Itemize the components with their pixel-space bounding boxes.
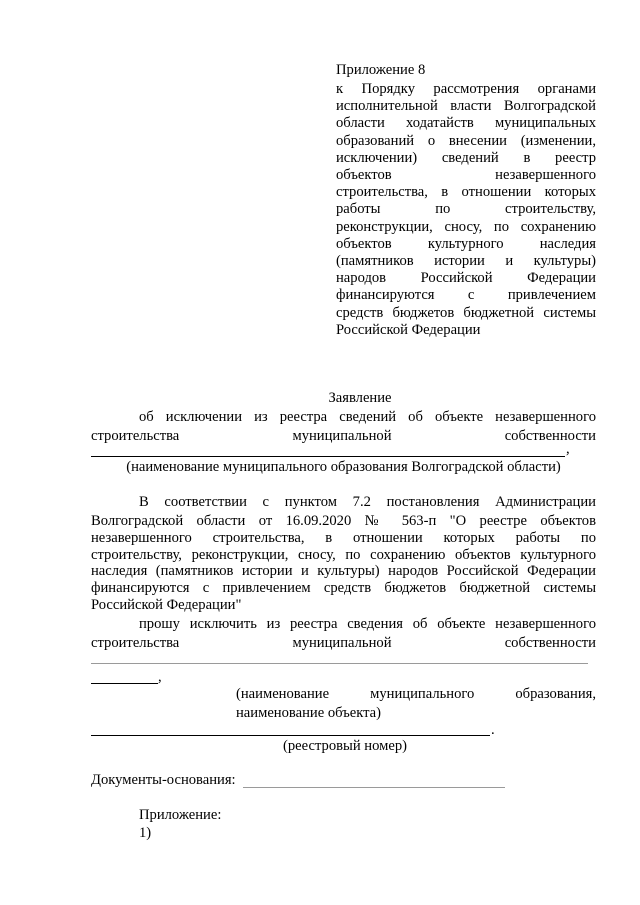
body-line: финансируются с привлечением средств бюджетов бюджетной системы bbox=[91, 580, 596, 597]
appendix-last-line: Российской Федерации bbox=[336, 322, 481, 338]
appendix-line: средств бюджетов бюджетной системы bbox=[336, 304, 596, 321]
appendix-line: образований о внесении (изменении, bbox=[336, 132, 596, 149]
appendix-line: области ходатайств муниципальных bbox=[336, 115, 596, 132]
appendix-line: народов Российской Федерации bbox=[336, 270, 596, 287]
municipality-fill-line[interactable] bbox=[91, 456, 565, 457]
documents-fill-line[interactable] bbox=[243, 787, 505, 788]
appendix-line: работы по строительству, bbox=[336, 201, 596, 218]
request-line1: прошу исключить из реестра сведения об объекте незавершенного bbox=[139, 616, 596, 632]
registry-caption: (реестровый номер) bbox=[283, 738, 407, 754]
statement-subtitle-line1: об исключении из реестра сведений об объекте незавершенного bbox=[139, 409, 596, 425]
municipality-caption: (наименование муниципального образования Волгоградской области) bbox=[126, 459, 561, 475]
documents-label: Документы-основания: bbox=[91, 772, 236, 788]
body-line: строительству, реконструкции, сносу, по сохранению объектов культурного bbox=[91, 546, 596, 563]
body-last-line: Российской Федерации" bbox=[91, 597, 242, 613]
body-line: наследия (памятников истории и культуры) народов Российской Федерации bbox=[91, 563, 596, 580]
municipality-comma: , bbox=[566, 441, 570, 457]
attachment-label: Приложение: bbox=[139, 807, 222, 823]
statement-title: Заявление bbox=[328, 390, 392, 406]
attachment-item: 1) bbox=[139, 825, 152, 841]
appendix-line: реконструкции, сносу, по сохранению bbox=[336, 218, 596, 235]
object-caption-line2: наименование объекта) bbox=[236, 705, 382, 721]
registry-number-fill-line[interactable] bbox=[91, 735, 490, 736]
appendix-line: строительства, в отношении которых bbox=[336, 184, 596, 201]
body-line: незавершенного строительства, в отношении которых работы по bbox=[91, 529, 596, 546]
appendix-line: финансируются с привлечением bbox=[336, 287, 596, 304]
appendix-title: Приложение 8 bbox=[336, 62, 426, 78]
object-caption-line1: (наименование муниципального образования, bbox=[236, 686, 596, 702]
appendix-line: объектов незавершенного bbox=[336, 167, 596, 183]
request-line2: строительства муниципальной собственности bbox=[91, 635, 596, 651]
statement-subtitle-line2: строительства муниципальной собственности bbox=[91, 428, 596, 444]
registry-period: . bbox=[491, 722, 495, 738]
object-comma: , bbox=[158, 669, 162, 685]
appendix-line: исполнительной власти Волгоградской bbox=[336, 98, 596, 115]
object-fill-line[interactable] bbox=[91, 663, 588, 664]
appendix-line: к Порядку рассмотрения органами bbox=[336, 81, 596, 97]
appendix-line: (памятников истории и культуры) bbox=[336, 253, 596, 269]
appendix-line: объектов культурного наследия bbox=[336, 235, 596, 252]
appendix-line: исключении) сведений в реестр bbox=[336, 149, 596, 166]
body-line: Волгоградской области от 16.09.2020 № 563-п "О реестре объектов bbox=[91, 513, 596, 529]
body-first-line: В соответствии с пунктом 7.2 постановления Администрации bbox=[139, 494, 596, 510]
object-fill-line-short[interactable] bbox=[91, 683, 158, 684]
